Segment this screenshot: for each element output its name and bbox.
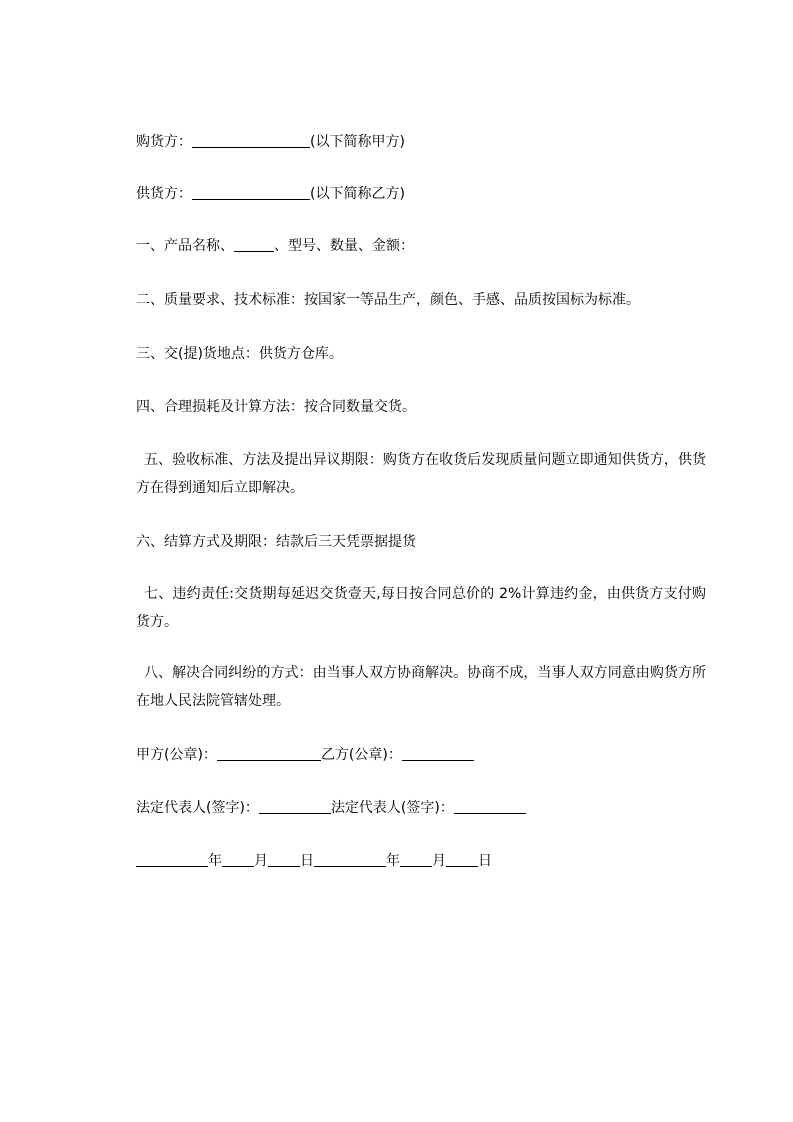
rep-b-label: 法定代表人(签字)： <box>330 800 454 816</box>
month-a-blank[interactable] <box>222 852 254 867</box>
buyer-blank[interactable] <box>192 133 310 148</box>
party-b-seal-blank[interactable] <box>402 746 474 761</box>
supplier-label: 供货方： <box>136 186 192 202</box>
clause-1-part-b: 、型号、数量、金额： <box>274 238 414 254</box>
date-line <box>136 851 492 871</box>
day-a-label: 日 <box>300 853 314 869</box>
clause-5: 五、验收标准、方法及提出异议期限：购货方在收货后发现质量问题立即通知供货方，供货方在得到通知后立即解决。 <box>136 452 706 496</box>
month-b-blank[interactable] <box>400 852 432 867</box>
rep-a-label: 法定代表人(签字)： <box>136 800 259 816</box>
rep-b-blank[interactable] <box>454 799 526 814</box>
year-b-blank[interactable] <box>314 852 386 867</box>
clause-4: 四、合理损耗及计算方法：按合同数量交货。 <box>136 399 416 415</box>
year-a-blank[interactable] <box>136 852 208 867</box>
party-a-seal-label: 甲方(公章)： <box>136 747 217 763</box>
clause-6: 六、结算方式及期限：结款后三天凭票据提货 <box>136 534 416 550</box>
clause-7: 七、违约责任:交货期每延迟交货壹天,每日按合同总价的 2%计算违约金，由供货方支付购货方。 <box>136 586 706 630</box>
clause-8: 八、解决合同纠纷的方式：由当事人双方协商解决。协商不成，当事人双方同意由购货方所在地人民法院管辖处理。 <box>136 665 706 709</box>
buyer-label: 购货方： <box>136 134 192 150</box>
clause-1-part-a: 一、产品名称、 <box>136 238 234 254</box>
month-b-label: 月 <box>432 853 446 869</box>
rep-a-blank[interactable] <box>259 799 331 814</box>
day-b-label: 日 <box>478 853 492 869</box>
clause-2: 二、质量要求、技术标准：按国家一等品生产，颜色、手感、品质按国标为标准。 <box>136 292 640 308</box>
clause-1 <box>136 236 414 256</box>
supplier-line <box>136 184 405 204</box>
buyer-line <box>136 132 405 152</box>
supplier-note: (以下简称乙方) <box>310 186 405 202</box>
seal-line <box>136 745 474 765</box>
buyer-note: (以下简称甲方) <box>310 134 405 150</box>
month-a-label: 月 <box>254 853 268 869</box>
year-b-label: 年 <box>386 853 400 869</box>
year-a-label: 年 <box>208 853 222 869</box>
party-b-seal-label: 乙方(公章)： <box>320 747 402 763</box>
representative-line <box>136 798 526 818</box>
day-b-blank[interactable] <box>446 852 478 867</box>
clause-3: 三、交(提)货地点：供货方仓库。 <box>136 346 343 362</box>
day-a-blank[interactable] <box>268 852 300 867</box>
party-a-seal-blank[interactable] <box>217 746 321 761</box>
supplier-blank[interactable] <box>192 185 310 200</box>
product-name-blank[interactable] <box>234 237 274 252</box>
